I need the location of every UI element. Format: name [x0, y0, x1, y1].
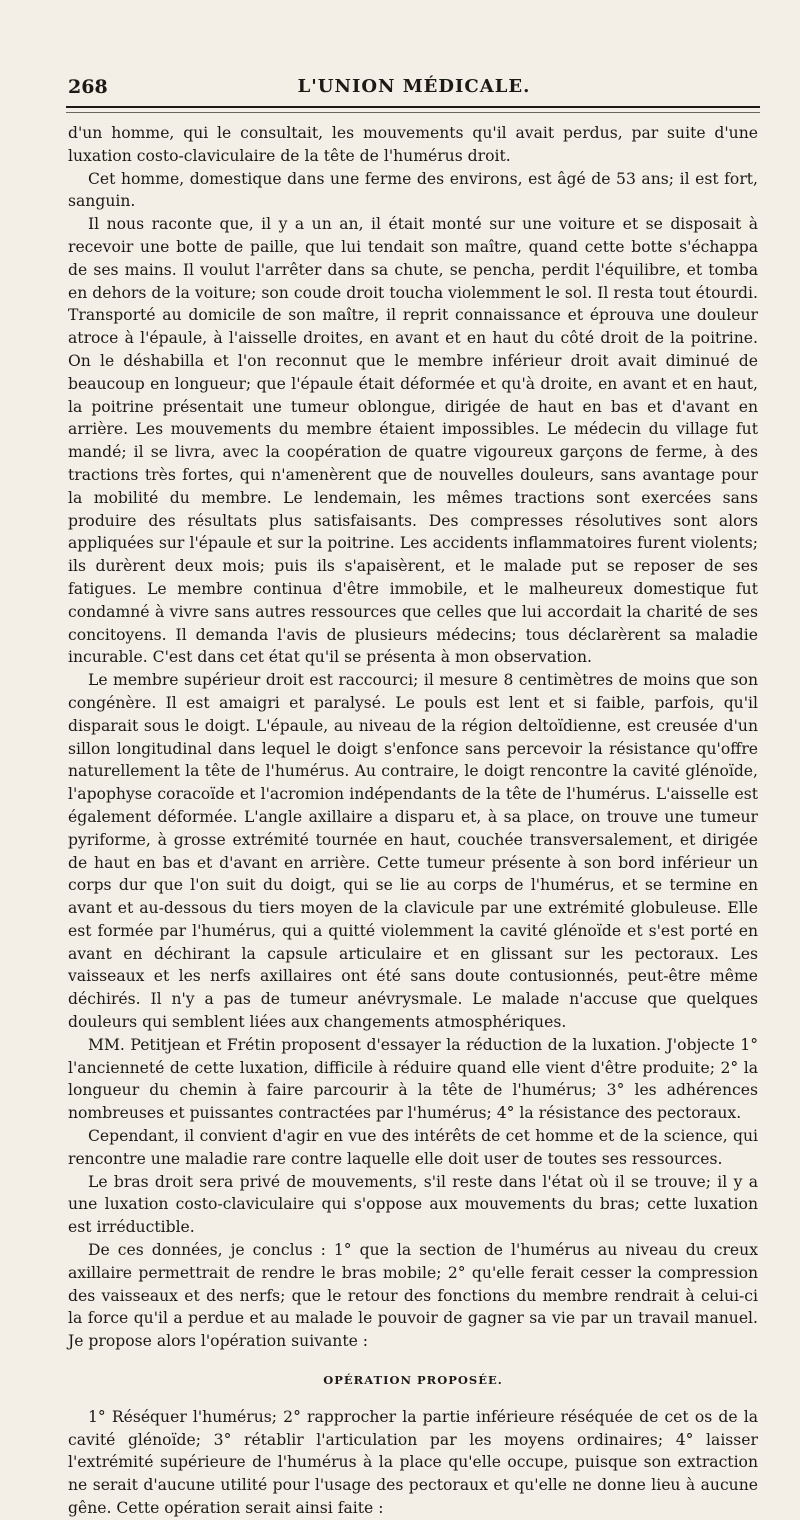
- paragraph: Cependant, il convient d'agir en vue des intérêts de cet homme et de la science, qui rencontre une maladie rare contre laquelle elle doit user de toutes ses ressources.: [68, 1127, 758, 1168]
- page-number: 268: [68, 76, 108, 98]
- header-rule-thin: [66, 112, 760, 113]
- page-header: [68, 76, 760, 104]
- paragraph: Cet homme, domestique dans une ferme des environs, est âgé de 53 ans; il est fort, sanguin.: [68, 169, 758, 211]
- paragraph: 1° Réséquer l'humérus; 2° rapprocher la partie inférieure réséquée de cet os de la cavité glénoïde; 3° rétablir l'articulation par les moyens ordinaires; 4° laisser l'extrémité supérieure de l'humérus à la place qu'elle occupe, puisque son extraction ne serait d'aucune utilité pour l'usage des pectoraux et qu'elle ne donne lieu à aucune gêne. Cette opération serait ainsi faite :: [68, 1407, 758, 1518]
- article-body: [68, 122, 758, 1520]
- section-heading: OPÉRATION PROPOSÉE.: [323, 1373, 503, 1388]
- paragraph: Le bras droit sera privé de mouvements, s'il reste dans l'état où il se trouve; il y a une luxation costo-claviculaire qui s'oppose aux mouvements du bras; cette luxation est irréductible.: [68, 1172, 758, 1237]
- paragraph: Le membre supérieur droit est raccourci; il mesure 8 centimètres de moins que son congénère. Il est amaigri et paralysé. Le pouls est lent et si faible, parfois, qu'il disparait sous le doigt. L'épaule, au niveau de la région deltoïdienne, est creusée d'un sillon longitudinal dans lequel le doigt s'enfonce sans percevoir la résistance qu'offre naturellement la tête de l'humérus. Au contraire, le doigt rencontre la cavité glénoïde, l'apophyse coracoïde et l'acromion indépendants de la tête de l'humérus. L'aisselle est également déformée. L'angle axillaire a disparu et, à sa place, on trouve une tumeur pyriforme, à grosse extrémité tournée en haut, couchée transversalement, et dirigée de haut en bas et d'avant en arrière. Cette tumeur présente à son bord inférieur un corps dur que l'on suit du doigt, qui se lie au corps de l'humérus, et se termine en avant et au-dessous du tiers moyen de la clavicule par une extrémité globuleuse. Elle est formée par l'humérus, qui a quitté violemment la cavité glénoïde et s'est porté en avant en déchirant la capsule articulaire et en glissant sur les pectoraux. Les vaisseaux et les nerfs axillaires ont été sans doute contusionnés, peut-être même déchirés. Il n'y a pas de tumeur anévrysmale. Le malade n'accuse que quelques douleurs qui semblent liées aux changements atmosphériques.: [68, 671, 758, 1032]
- paragraph: Il nous raconte que, il y a un an, il était monté sur une voiture et se disposait à recevoir une botte de paille, que lui tendait son maître, quand cette botte s'échappa de ses mains. Il voulut l'arrêter dans sa chute, se pencha, perdit l'équilibre, et tomba en dehors de la voiture; son coude droit toucha violemment le sol. Il resta tout étourdi. Transporté au domicile de son maître, il reprit connaissance et éprouva une douleur atroce à l'épaule, à l'aisselle droites, en avant et en haut du côté droit de la poitrine. On le déshabilla et l'on reconnut que le membre inférieur droit avait diminué de beaucoup en longueur; que l'épaule était déformée et qu'à droite, en avant et en haut, la poitrine présentait une tumeur oblongue, dirigée de haut en bas et d'avant en arrière. Les mouvements du membre étaient impossibles. Le médecin du village fut mandé; il se livra, avec la coopération de quatre vigoureux garçons de ferme, à des tractions très fortes, qui n'amenèrent que de nouvelles douleurs, sans avantage pour la mobilité du membre. Le lendemain, les mêmes tractions sont exercées sans produire des résultats plus satisfaisants. Des compresses résolutives sont alors appliquées sur l'épaule et sur la poitrine. Les accidents inflammatoires furent violents; ils durèrent deux mois; puis ils s'apaisèrent, et le malade put se reposer de ses fatigues. Le membre continua d'être immobile, et le malheureux domestique fut condamné à vivre sans autres ressources que celles que lui accordait la charité de ses concitoyens. Il demanda l'avis de plusieurs médecins; tous déclarèrent sa maladie incurable. C'est dans cet état qu'il se présenta à mon observation.: [68, 215, 758, 667]
- paragraph: d'un homme, qui le consultait, les mouvements qu'il avait perdus, par suite d'une luxation costo-claviculaire de la tête de l'humérus droit.: [68, 124, 758, 165]
- header-rule: [66, 106, 760, 108]
- paragraph: De ces données, je conclus : 1° que la section de l'humérus au niveau du creux axillaire permettrait de rendre le bras mobile; 2° qu'elle ferait cesser la compression des vaisseaux et des nerfs; que le retour des fonctions du membre rendrait à celui-ci la force qu'il a perdue et au malade le pouvoir de gagner sa vie par un travail manuel. Je propose alors l'opération suivante :: [68, 1241, 758, 1351]
- paragraph: MM. Petitjean et Frétin proposent d'essayer la réduction de la luxation. J'objecte 1° l'ancienneté de cette luxation, difficile à réduire quand elle vient d'être produite; 2° la longueur du chemin à faire parcourir à la tête de l'humérus; 3° les adhérences nombreuses et puissantes contractées par l'humérus; 4° la résistance des pectoraux.: [68, 1035, 758, 1123]
- running-title: L'UNION MÉDICALE.: [297, 76, 531, 97]
